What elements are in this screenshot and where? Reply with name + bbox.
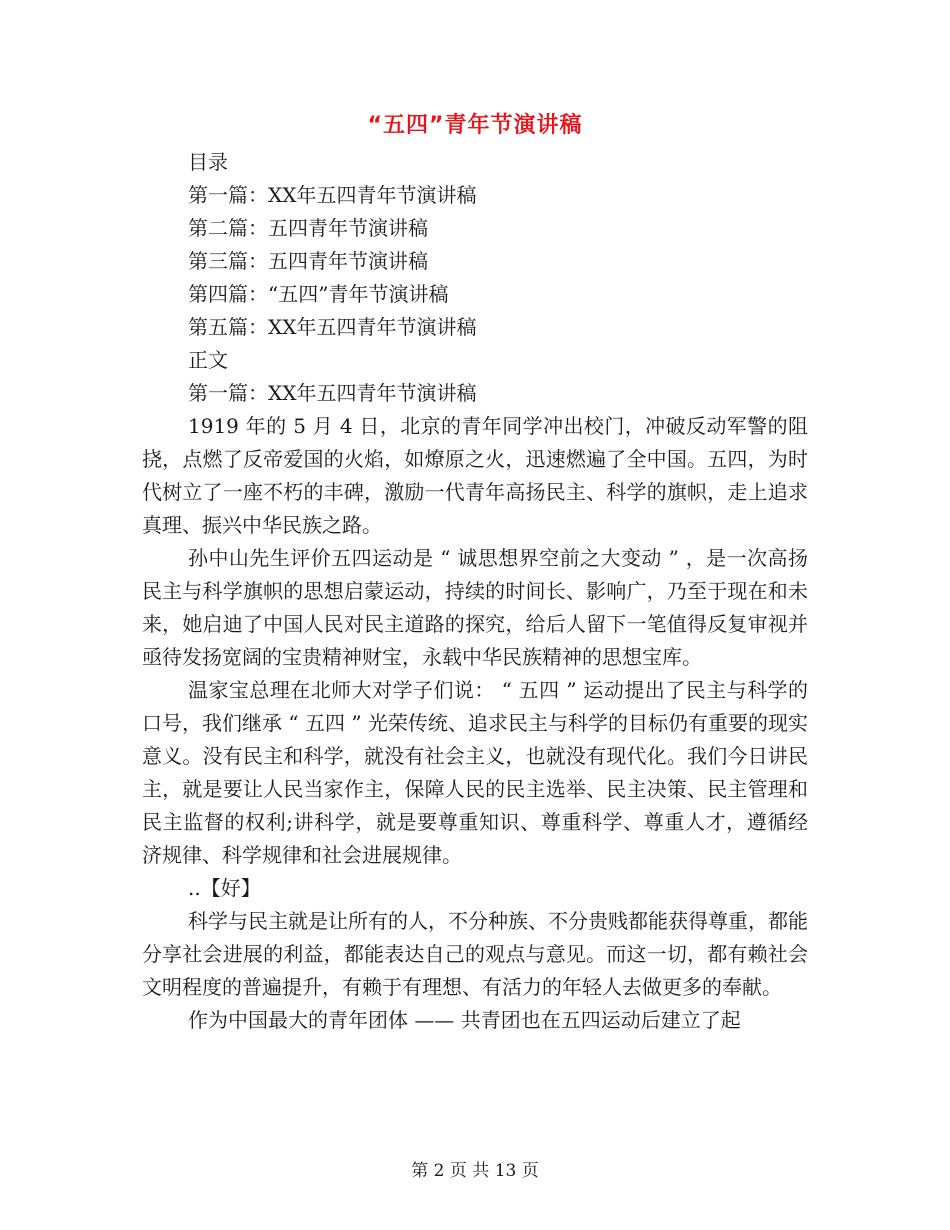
paragraph: 科学与民主就是让所有的人，不分种族、不分贵贱都能获得尊重，都能分享社会进展的利益，都能表达自己的观点与意见。而这一切，都有赖社会文明程度的普遍提升，有赖于有理想、有活力的年轻人去做更多的奉献。: [142, 909, 808, 999]
toc-item: 第四篇：“五四”青年节演讲稿: [188, 282, 449, 306]
toc-item: 第五篇：XX年五四青年节演讲稿: [188, 315, 477, 339]
toc-heading: 目录: [188, 150, 228, 174]
document-title: “五四”青年节演讲稿: [367, 113, 583, 138]
toc-item: 第二篇：五四青年节演讲稿: [188, 216, 428, 240]
toc-item: 第三篇：五四青年节演讲稿: [188, 249, 428, 273]
section-title: 第一篇：XX年五四青年节演讲稿: [188, 381, 477, 405]
paragraph: ..【好】: [188, 876, 261, 900]
paragraph: 孙中山先生评价五四运动是 “ 诚思想界空前之大变动 ” ，是一次高扬民主与科学旗帜的思想启蒙运动，持续的时间长、影响广，乃至于现在和未来，她启迪了中国人民对民主道路的探究，给后人留下一笔值得反复审视并亟待发扬宽阔的宝贵精神财宝，永载中华民族精神的思想宝库。: [142, 546, 808, 669]
page-footer: 第 2 页 共 13 页: [411, 1161, 539, 1181]
document-body: [142, 146, 808, 1037]
paragraph: 温家宝总理在北师大对学子们说： “ 五四 ” 运动提出了民主与科学的口号，我们继承 “ 五四 ” 光荣传统、追求民主与科学的目标仍有重要的现实意义。没有民主和科学，就没有社会主义，也就没有现代化。我们今日讲民主，就是要让人民当家作主，保障人民的民主选举、民主决策、民主管理和民主监督的权利;讲科学，就是要尊重知识、尊重科学、尊重人才，遵循经济规律、科学规律和社会进展规律。: [142, 678, 808, 867]
paragraph: 作为中国最大的青年团体 —— 共青团也在五四运动后建立了起: [188, 1008, 741, 1032]
toc-item: 第一篇：XX年五四青年节演讲稿: [188, 183, 477, 207]
body-heading: 正文: [188, 348, 228, 372]
paragraph: 1919 年的 5 月 4 日，北京的青年同学冲出校门，冲破反动军警的阻挠，点燃了反帝爱国的火焰，如燎原之火，迅速燃遍了全中国。五四，为时代树立了一座不朽的丰碑，激励一代青年高扬民主、科学的旗帜，走上追求真理、振兴中华民族之路。: [142, 414, 808, 537]
